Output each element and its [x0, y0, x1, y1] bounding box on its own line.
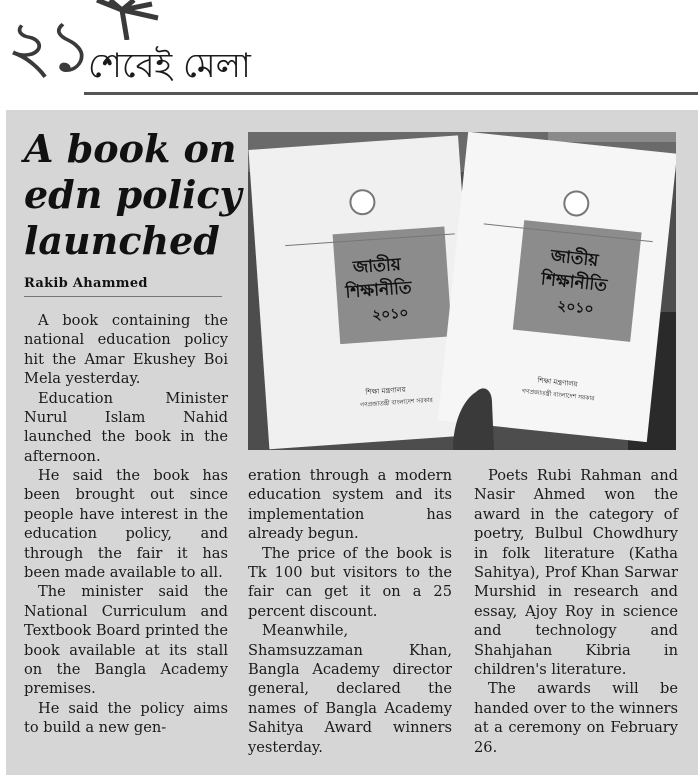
book-photo-illustration [248, 132, 676, 450]
book-title-right-1: জাতীয় [549, 246, 600, 272]
masthead [0, 0, 698, 100]
article-column-3 [474, 466, 678, 757]
byline: Rakib Ahammed [24, 276, 148, 291]
headline [24, 126, 244, 264]
paragraph-8: Poets Rubi Rahman and Nasir Ahmed won the award in the category of poetry, Bulbul Chowdhury in folk literature (Katha Sahitya), Prof Khan Sarwar Murshid in research and essay, Ajoy Roy in science and technology and Shahjahan Kibria in children's literature. [474, 467, 678, 679]
article-column-2 [248, 466, 452, 757]
palm-leaf-icon [92, 0, 162, 40]
paragraph-7: Meanwhile, Shamsuzzaman Khan, Bangla Academy director general, declared the names of Bangla Academy Sahitya Award winners yesterday. [248, 622, 452, 756]
paragraph-6: The price of the book is Tk 100 but visitors to the fair can get it on a 25 percent discount. [248, 544, 452, 620]
book-footer-right-1: শিক্ষা মন্ত্রণালয় [536, 376, 579, 389]
article-column-1 [24, 466, 228, 738]
book-footer-right-2: গণপ্রজাতন্ত্রী বাংলাদেশ সরকার [521, 387, 595, 403]
headline-line-3: launched [24, 218, 220, 263]
paragraph-9: The awards will be handed over to the winners at a ceremony on February 26. [474, 680, 678, 756]
paragraph-5-end: eration through a modern education system and its implementation has already begun. [248, 467, 452, 543]
article-column-1-top [24, 311, 228, 466]
byline-divider [24, 296, 222, 297]
paragraph-1: A book containing the national education policy hit the Amar Ekushey Boi Mela yesterday. [24, 312, 228, 388]
book-title-left-1: জাতীয় [352, 254, 402, 278]
headline-line-2: edn policy [24, 172, 242, 217]
paragraph-5-start: He said the policy aims to build a new gen- [24, 699, 228, 737]
paragraph-4: The minister said the National Curriculum and Textbook Board printed the book available at its stall on the Bangla Academy premises. [24, 583, 228, 698]
masthead-number: ২১ [6, 4, 88, 88]
paragraph-3: He said the book has been brought out since people have interest in the education policy, and through the fair it has been made available to all. [24, 467, 228, 582]
book-footer-left-2: গণপ্রজাতন্ত্রী বাংলাদেশ সরকার [359, 396, 434, 409]
book-photo [248, 132, 676, 450]
book-footer-left-1: শিক্ষা মন্ত্রণালয় [365, 385, 407, 397]
masthead-rule [84, 92, 698, 95]
headline-line-1: A book on [24, 126, 237, 171]
paragraph-2: Education Minister Nurul Islam Nahid launched the book in the afternoon. [24, 389, 228, 465]
masthead-title: শেবেই মেলা [88, 46, 251, 86]
book-title-right-2: শিক্ষানীতি [540, 269, 609, 297]
book-year-left: ২০১০ [371, 305, 410, 324]
book-year-right: ২০১০ [556, 298, 595, 318]
book-title-left-2: শিক্ষানীতি [344, 277, 413, 303]
